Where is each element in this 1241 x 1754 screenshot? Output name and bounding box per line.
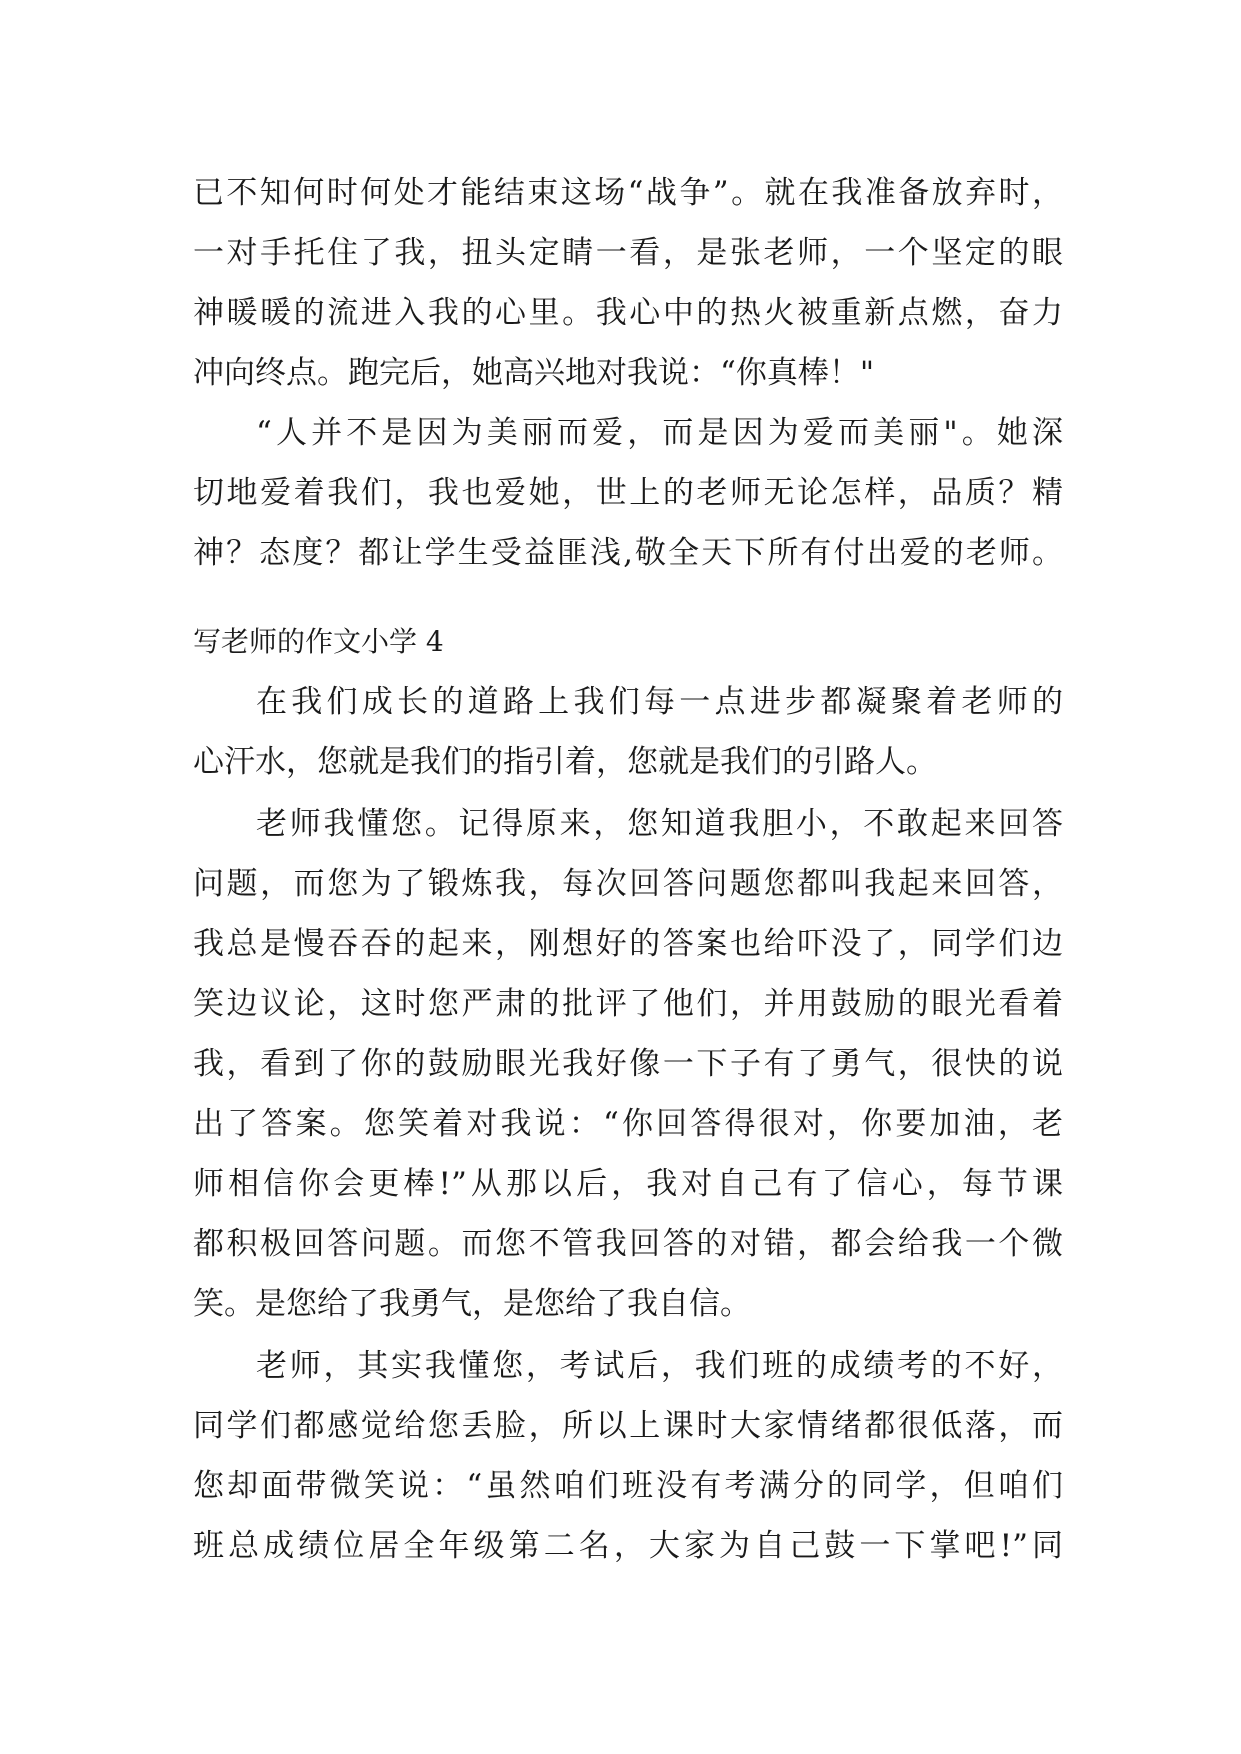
text-line: 一对手托住了我，扭头定睛一看，是张老师，一个坚定的眼 (193, 235, 1063, 271)
text-line: 在我们成长的道路上我们每一点进步都凝聚着老师的 (256, 684, 1063, 720)
section-heading: 写老师的作文小学 4 (193, 625, 444, 658)
text-line: 班总成绩位居全年级第二名，大家为自己鼓一下掌吧!”同 (193, 1528, 1063, 1564)
text-line: 问题，而您为了锻炼我，每次回答问题您都叫我起来回答， (193, 866, 1063, 902)
text-line: 师相信你会更棒!”从那以后，我对自己有了信心，每节课 (193, 1166, 1063, 1202)
text-line: 我总是慢吞吞的起来，刚想好的答案也给吓没了，同学们边 (193, 926, 1063, 962)
text-line: 同学们都感觉给您丢脸，所以上课时大家情绪都很低落，而 (193, 1408, 1063, 1444)
text-line: 您却面带微笑说：“虽然咱们班没有考满分的同学，但咱们 (193, 1468, 1063, 1504)
text-line: 笑。是您给了我勇气，是您给了我自信。 (193, 1286, 751, 1322)
text-line: 心汗水，您就是我们的指引着，您就是我们的引路人。 (193, 744, 937, 780)
text-line: “人并不是因为美丽而爱，而是因为爱而美丽"。她深 (256, 415, 1063, 451)
text-line: 切地爱着我们，我也爱她，世上的老师无论怎样，品质？精 (193, 475, 1063, 511)
text-line: 老师，其实我懂您，考试后，我们班的成绩考的不好， (256, 1348, 1063, 1384)
text-line: 我，看到了你的鼓励眼光我好像一下子有了勇气，很快的说 (193, 1046, 1063, 1082)
text-line: 老师我懂您。记得原来，您知道我胆小，不敢起来回答 (256, 806, 1063, 842)
text-line: 神？态度？都让学生受益匪浅,敬全天下所有付出爱的老师。 (193, 535, 1063, 571)
text-line: 都积极回答问题。而您不管我回答的对错，都会给我一个微 (193, 1226, 1063, 1262)
text-line: 神暖暖的流进入我的心里。我心中的热火被重新点燃，奋力 (193, 295, 1063, 331)
text-line: 已不知何时何处才能结束这场“战争”。就在我准备放弃时， (193, 175, 1063, 211)
text-line: 出了答案。您笑着对我说：“你回答得很对，你要加油，老 (193, 1106, 1063, 1142)
text-line: 冲向终点。跑完后，她高兴地对我说：“你真棒！" (193, 355, 875, 391)
text-line: 笑边议论，这时您严肃的批评了他们，并用鼓励的眼光看着 (193, 986, 1063, 1022)
